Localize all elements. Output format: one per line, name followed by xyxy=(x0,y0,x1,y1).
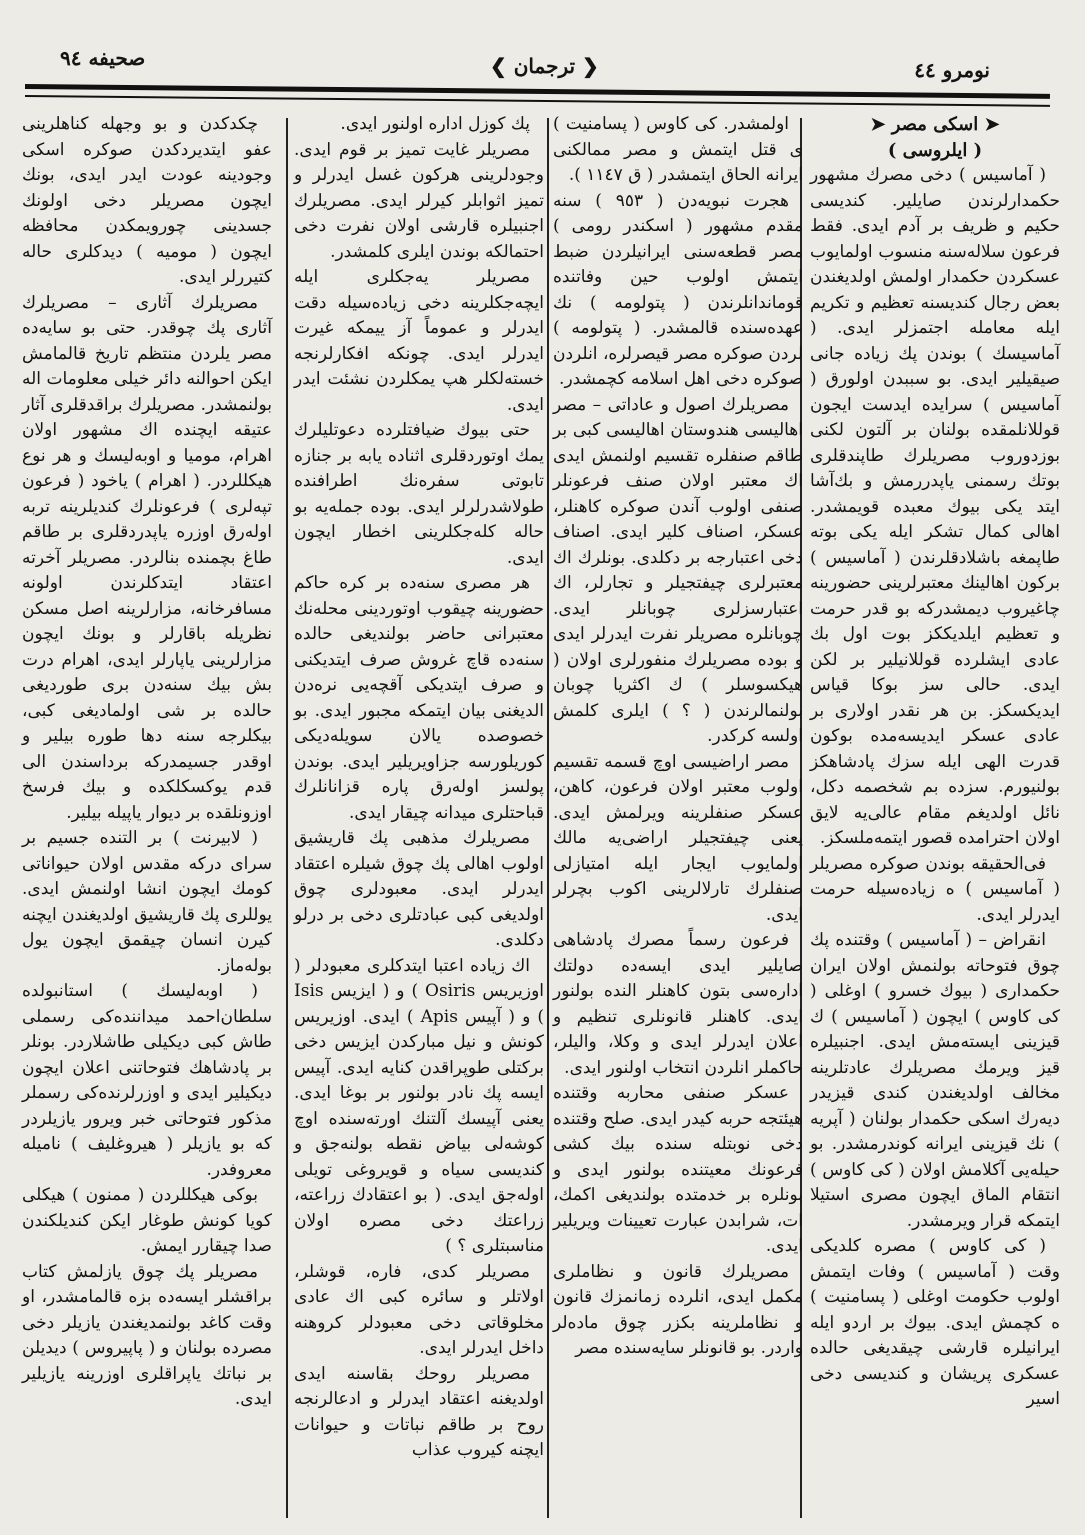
paragraph: هجرت نبويەدن ( ٩٥٣ ) سنه مقدم مشهور ( اسكندر رومى ) مصر قطعه‌سنى ايرانيلردن ضبط ايتمش اولوب حين وفاتنده قوماندانلرندن ( پتولومه ) نك عهده‌سنده قالمشدر. ( پتولومه ) لردن صوكره مصر قيصرلره، انلردن صوكره دخى اهل اسلامه كچمشدر. xyxy=(553,190,803,389)
paragraph: مصريلرك مذهبى پك قاريشيق اولوب اهالى پك چوق شيلره اعتقاد ايدرلر ايدى. معبودلرى چوق اولديغى كبى عبادتلرى دخى بر درلو دكلدى. xyxy=(294,828,544,950)
article-column-3 xyxy=(294,112,544,1464)
issue-number: نومرو ٤٤ xyxy=(914,58,990,82)
paragraph: مصريلرك قانون و نظاملرى مكمل ايدى، انلرده زمانمزك قانون و نظاملرينه بكزر چوق ماده‌لر واردر. بو قانونلر سايه‌سنده مصر xyxy=(553,1261,803,1358)
article-title-text: اسكى مصر xyxy=(891,114,979,135)
paragraph: مصريلر كدى، فاره، قوشلر، اولاتلر و سائره كبى اك عادى مخلوقاتى دخى معبودلر كروهنه داخل ايدرلر ايدى. xyxy=(294,1261,544,1358)
article-column-4 xyxy=(22,112,272,1413)
paragraph: ( لابيرنت ) بر التنده جسيم بر سراى دركه مقدس اولان حيواناتى كومك ايچون انشا اولنمش ايدى. يوللرى پك قاريشيق اولديغندن ايچنه كيرن انسان چيقمق ايچون يول بوله‌ماز. xyxy=(22,828,272,976)
paragraph: مصريلر غايت تميز بر قوم ايدى. وجودلرينى هركون غسل ايدرلر و تميز اثوابلر كيرلر ايدى. مصريلرك اجنبيلره قارشى اولان نفرت دخى احتمالكه بوندن ايلرى كلمشدر. xyxy=(294,139,544,262)
paragraph: مصريلرك آثارى – مصريلرك آثارى پك چوقدر. حتى بو سايه‌ده مصر يلردن منتظم تاريخ قالمامش ايكن احوالنه دائر خيلى معلومات اله بولنمشدر. مصريلرك براقدقلرى آثار عتيقه ايچنده اك مشهور اولان اهرام، موميا و اوبەليسك و هر نوع هيكللردر. ( اهرام ) ياخود ( فرعون تپه‌لرى ) فرعونلرك كنديلرينه تربه اوله‌رق اوزره ياپدردقلرى بر طاقم طاغ بچمنده بنالردر. مصريلر آخرته اعتقاد ايتدكلرندن اولونه مسافرخانه، مزارلرينه اصل مسكن نظريله باقارلر و بونك ايچون مزارلرينى ياپارلر ايدى، اهرام درت بش بيك سنه‌دن برى طورديغى حالده بر شى اولماديغى كبى، بيكلرجه سنه دها طوره بيلير و اوقدر جسيمدركه برداسندن الى قدم يوكسكلكده و بيك فرسخ اوزونلقده بر ديوار ياپيله بيلير. xyxy=(22,292,272,823)
paragraph: ( آماسيس ) دخى مصرك مشهور حكمدارلرندن صايلير. كنديسى حكيم و ظريف بر آدم ايدى. فقط فرعون سلالەسنه منسوب اولمايوب عسكردن حكمدار اولمش اولديغندن بعض رجال كنديسنه تعظيم و تكريم ايله معامله اجتمزلر ايدى. ( آماسيسك ) بوندن پك زياده جانى صيقيلير ايدى. بو سببدن اولورق ( آماسيس ) سرايده ايدست ايجون قوللانلمقده بولنان بر آلتون لكنى بوزدوروب مصريلرك طاپندقلرى بوتك رسمنى ياپدررمش و بك‌آشا ايتد يكى بيوك معبده قويمشدر. اهالى كمال تشكر ايله يكى بوته طاپمغه باشلادقلرندن ( آماسيس ) بركون اهالينك معتبرلرينى حضورينه چاغيروب ديمشدركه بو قدر حرمت و تعظيم ايلديككز بوت اول بك عادى ايشلرده قوللانيلير بر لكن ايدى. حالى سز بوكا قياس ايديكسكز. بن هر نقدر اولارى بر عادى عسكر ايديسه‌مده بوكون قدرت الهى ايله سزك پادشاهكز بولنيورم. سزده بم شخصمه دكل، نائل اولديغم مقام عالى‌يه لايق اولان احترامده قصور ايتمەملسكز. xyxy=(810,165,1060,848)
paragraph: مصريلرك اصول و عاداتى – مصر اهاليسى هندوستان اهاليسى كبى بر طاقم صنفلره تقسيم اولنمش ايدى اك معتبر اولان صنف فرعونلر صنفى اولوب آندن صوكره كاهنلر، عسكر، اصناف كلير ايدى. اصناف دخى اعتبارجه بر دكلدى. بونلرك اك معتبرلرى چيفتجيلر و تجارلر، اك اعتبارسزلرى چوبانلر ايدى. چوبانلره مصريلر نفرت ايدرلر ايدى و بوده مصريلرك منفورلرى اولان ( هيكسوسلر ) ك اكثريا چوبان بولنمالرندن ( ؟ ) ايلرى كلمش اولسه كركدر. xyxy=(553,394,803,746)
article-column-2 xyxy=(553,112,803,1362)
paragraph: پك كوزل اداره اولنور ايدى. xyxy=(340,114,530,134)
article-subtitle: ( ايلروسى ) xyxy=(887,139,983,161)
paragraph: ( كى كاوس ) مصره كلديكى وقت ( آماسيس ) وفات ايتمش اولوب حكومت اوغلى ( پسامنيت ) ه كچمش ايدى. بيوك بر اردو ايله ايرانيلره قارشى چيقديغى حالده عسكرى پريشان و كنديسى دخى اسير xyxy=(810,1236,1060,1409)
paragraph: حتى بيوك ضيافتلرده دعوتليلرك يمك اوتوردقلرى اثناده يابه بر جنازه تابوتى سفره‌نك اطرافنده طولاشدرلرلر ايدى. بوده جمله‌يه بو حاله كله‌جكلرينى اخطار ايچون ايدى. xyxy=(294,420,544,568)
column-divider xyxy=(547,118,549,1518)
paragraph: عسكر صنفى محاربه وقتنده هيئتجه حربه كيدر ايدى. صلح وقتنده دخى نوبتله سنده بيك كشى فرعونك معيتنده بولنور ايدى و بونلره بر خدمتده بولنديغى اكمك، ات، شرابدن عبارت تعيينات ويريلير ايدى. xyxy=(553,1083,803,1256)
paragraph: مصريلر يه‌جكلرى ايله ايچه‌جكلرينه دخى زياده‌سيله دقت ايدرلر و عموماً آز ييمكه غيرت ايدرلر ايدى. چونكه افكارلرنجه خسته‌لكلر هپ يمكلردن نشئت ايدر ايدى. xyxy=(294,267,544,415)
paragraph: مصريلر روحك بقاسنه ايدى اولديغنه اعتقاد ايدرلر و ادعالرنجه روح بر طاقم نباتات و حيوانات ايچنه كيروب عذاب xyxy=(294,1363,544,1460)
masthead-text: ترجمان xyxy=(513,54,576,78)
paragraph: اولمشدر. كى كاوس ( پسامنيت ) ى قتل ايتمش و مصر ممالكنى ايرانه الحاق ايتمشدر ( ق ١١٤٧ ). xyxy=(553,114,803,185)
paragraph: انقراض – ( آماسيس ) وقتنده پك چوق فتوحاته بولنمش اولان ايران حكمدارى ( بيوك خسرو ) اوغلى ( كى كاوس ) ايچون ( آماسيس ) ك قيزينى ايسته‌مش ايدى. اجنبيلره قيز ويرمك مصريلرك عادتلرينه مخالف اولديغندن كندى قيزيدر ديه‌رك اسكى حكمدار بولنان ( آپريه ) نك قيزينى ايرانه كوندرمشدر. بو حيله‌يى آكلامش اولان ( كى كاوس ) انتقام الماق ايچون مصرى استيلا ايتمكه قرار ويرمشدر. xyxy=(810,930,1060,1231)
paragraph: فرعون رسماً مصرك پادشاهى صايلير ايدى ايسه‌ده دولتك اداره‌سى بتون كاهنلر الندە بولنور ايدى. كاهنلر قانونلرى تنظيم و اعلان ايدرلر ايدى و وكلا، واليلر، حاكملر انلردن انتخاب اولنور ايدى. xyxy=(553,930,803,1078)
paragraph: بوكى هيكللردن ( ممنون ) هيكلى كويا كونش طوغار ايكن كنديلكندن صدا چيقارر ايمش. xyxy=(22,1185,272,1256)
paragraph: مصر اراضيسى اوچ قسمه تقسيم اولوب معتبر اولان فرعون، كاهن، عسكر صنفلرينه ويرلمش ايدى. يعنى چيفتجيلر اراضى‌يه مالك اولمايوب ايجار ايله امتيازلى صنفلرك تارلالرينى اكوب بچرلر ايدى. xyxy=(553,751,803,925)
column-divider xyxy=(286,118,288,1518)
page-number: صحيفه ٩٤ xyxy=(60,46,146,70)
paragraph: اك زياده اعتبا ايتدكلرى معبودلر ( اوزيريس Osiris ) و ( ايزيس Isis ) و ( آپيس Apis ) ايدى. اوزيريس كونش و نيل مباركدن ايزيس دخى بركتلى طوپراقدن كنايه ايدى. آپيس ايسه پك نادر بولنور بر بوغا ايدى. يعنى آپيسك آلتنك اورته‌سنده اوچ كوشەلى بياض نقطه بولنه‌جق و كنديسى سياه و قويروغى تويلى اوله‌جق ايدى. ( بو اعتقادك زراعته، زراعتك دخى مصره اولان مناسبتلرى ؟ ) xyxy=(294,955,545,1256)
paragraph: هر مصرى سنه‌ده بر كره حاكم حضورينه چيقوب اوتوردينى محله‌نك معتبرانى حاضر بولنديغى حالده سنه‌ده قاچ غروش صرف ايتديكنى و صرف ايتديكى آقچه‌يى نره‌دن الديغنى بيان ايتمكه مجبور ايدى. بو خصوصده يالان سويله‌ديكى كوريلورسه جزاويريلير ايدى. بوندن پولسز اولەرق پاره قزانانلرك قباحتلرى ميدانه چيقار ايدى. xyxy=(294,573,544,823)
paragraph: فى‌الحقيقه بوندن صوكره مصريلر ( آماسيس ) ه زياده‌سيله حرمت ايدرلر ايدى. xyxy=(810,853,1060,925)
paragraph: مصريلر پك چوق يازلمش كتاب براقشلر ايسه‌ده بزه قالمامشدر، او وقت كاغد بولنمديغندن يازيلر دخى مصرده بولنان و ( پاپيروس ) ديديلن بر نباتك ياپراقلرى اوزرينه يازيلير ايدى. xyxy=(22,1261,272,1409)
paragraph: چكدكدن و بو وجهله كناهلرينى عفو ايتديردكدن صوكره اسكى وجودينه عودت ايدر ايدى، بونك ايچون مصريلر دخى اولونك جسدينى چورويمكدن محافظه ايچون ( موميه ) ديدكلرى حاله كتيررلر ايدى. xyxy=(22,114,272,287)
paragraph: ( اوبەليسك ) استانبولده سلطان‌احمد ميدانندەكى رسملى طاش كبى ديكيلى طاشلاردر. بونلر بر پادشاهك فتوحاتنى اعلان ايچون ديكيلير ايدى و اوزرلرنده‌كى رسملر مذكور فتوحاتى خبر ويرور يازيلردر كه بو يازيلر ( هيروغليف ) نامیله معروفدر. xyxy=(22,981,272,1180)
article-column-1 xyxy=(810,112,1060,1413)
article-title: ➤ اسكى مصر ➤ xyxy=(870,114,1000,135)
masthead-title: ❮ ترجمان ❯ xyxy=(490,54,599,78)
